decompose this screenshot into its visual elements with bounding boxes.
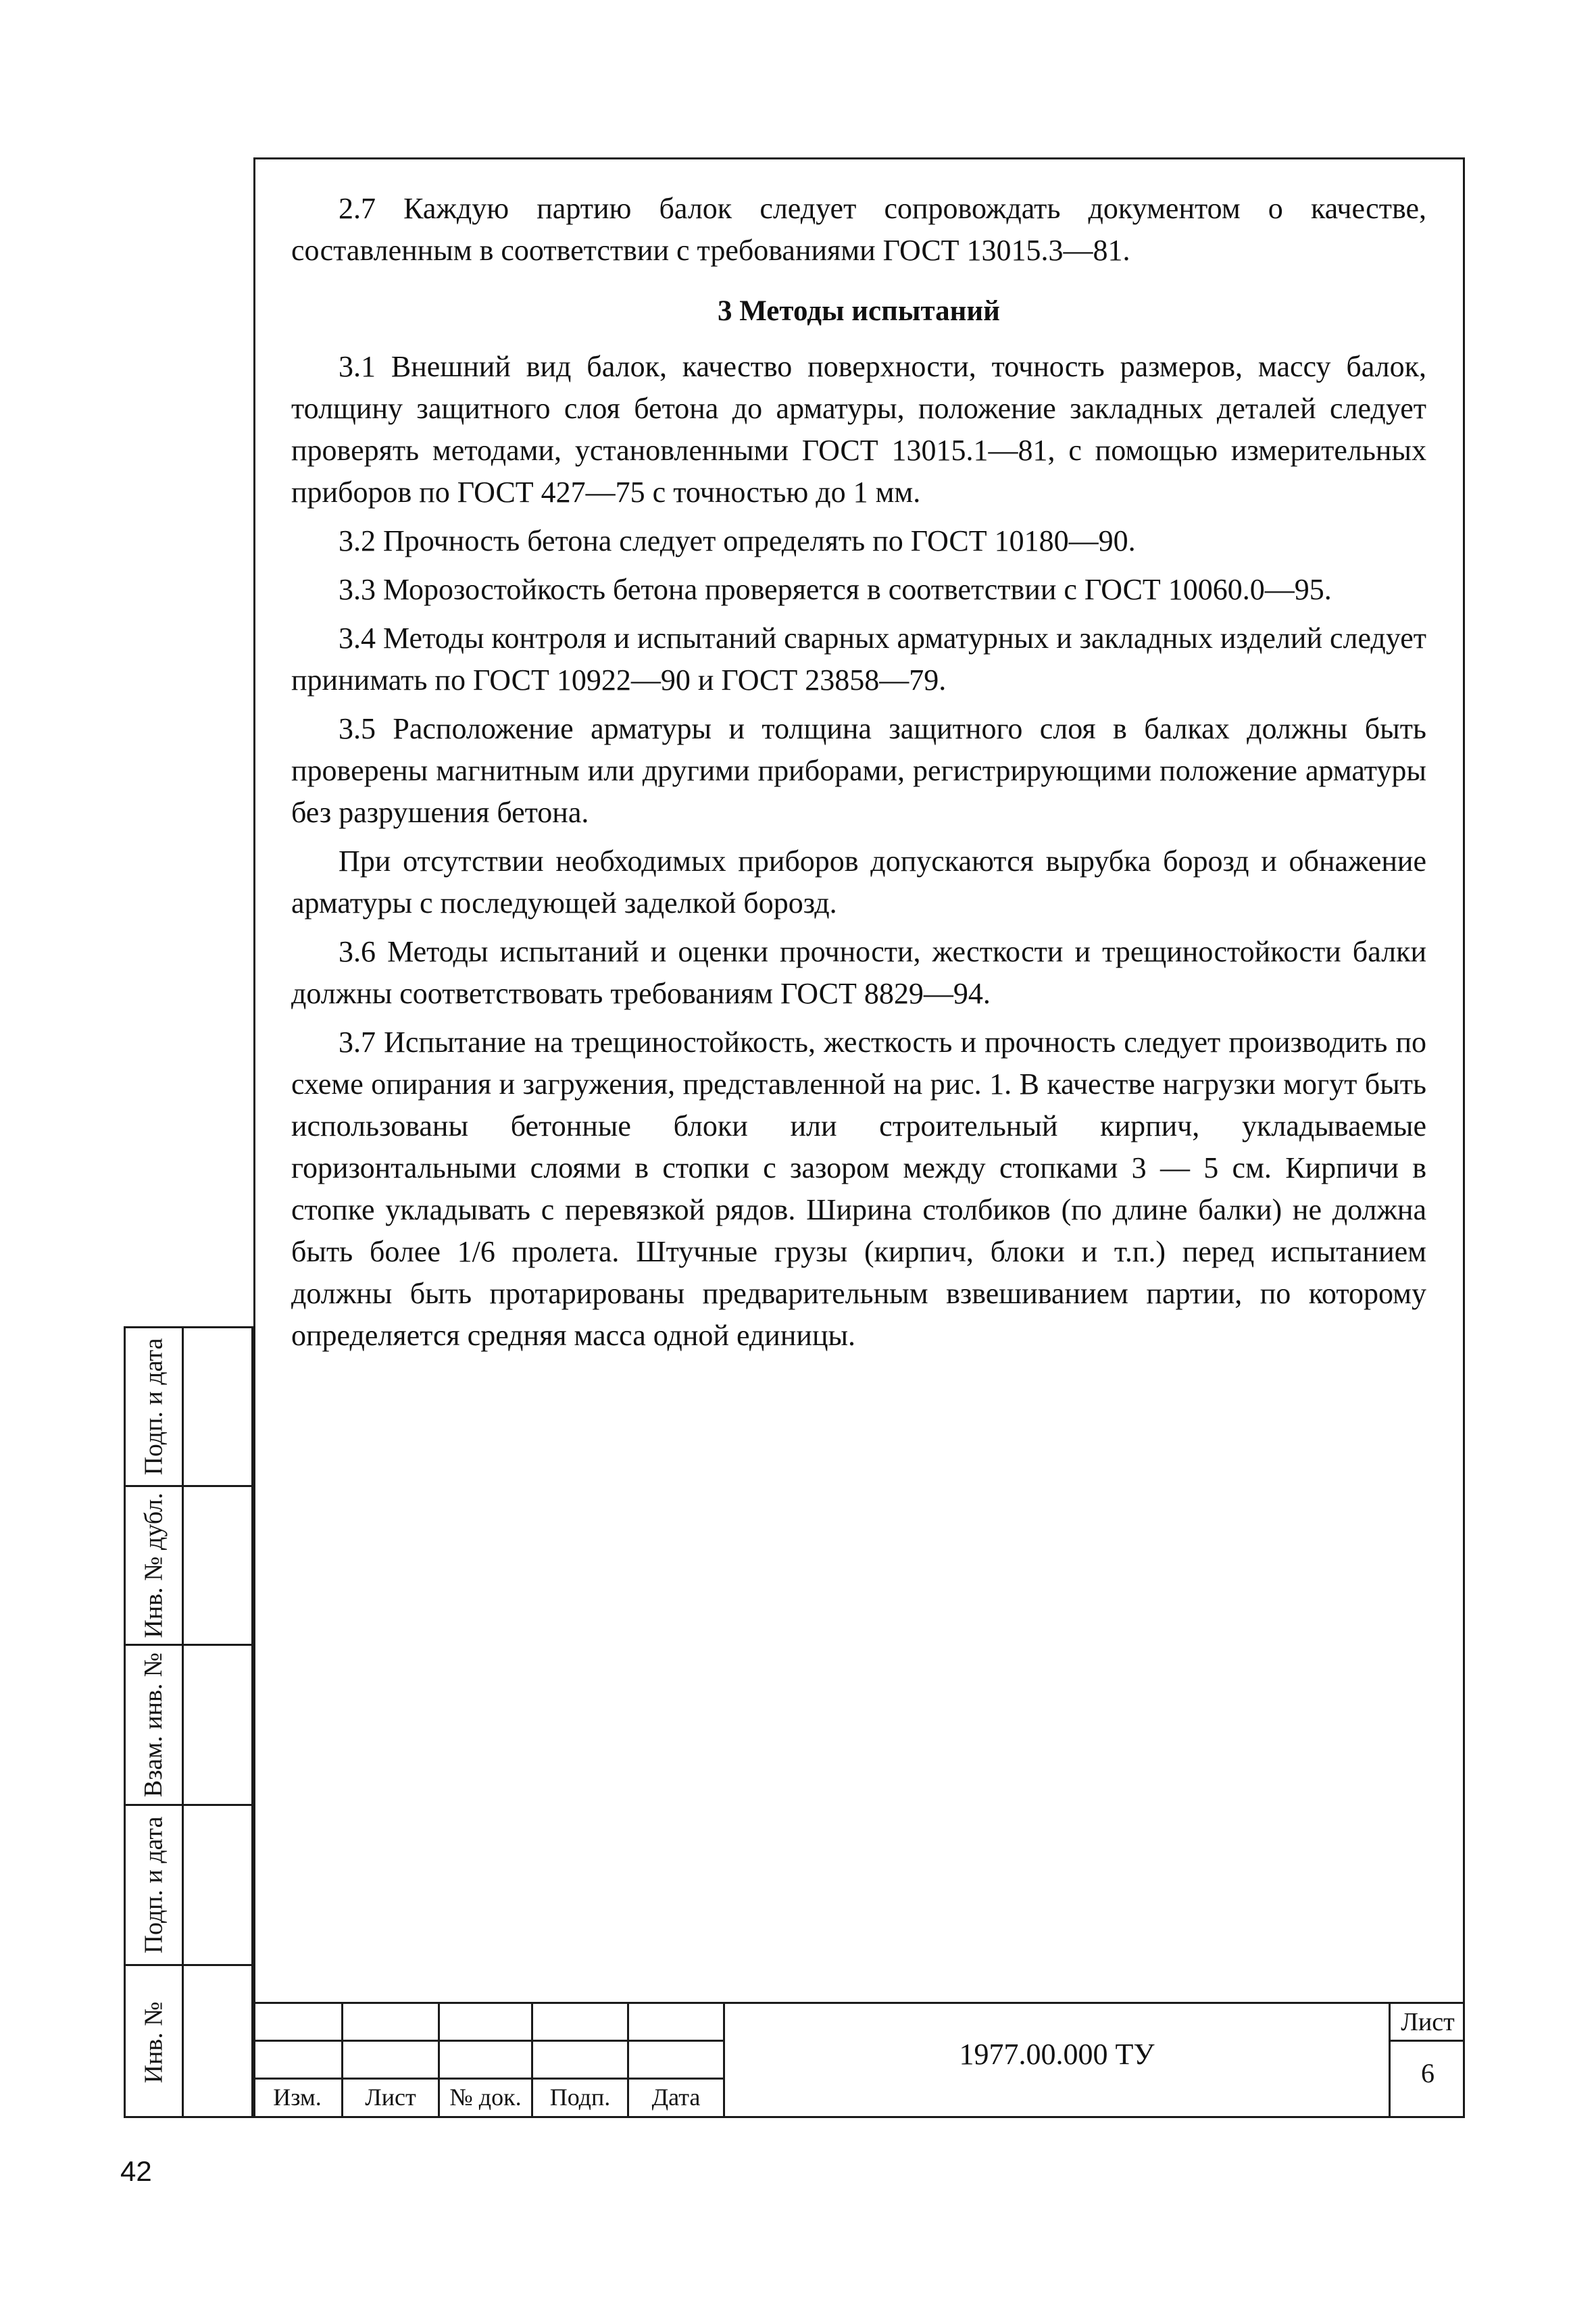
side-cell-inv-dubl [126,1487,253,1646]
side-cell-podp-data-top [126,1328,253,1487]
sheet-number: 6 [1421,2058,1435,2088]
column-list: Лист [365,2084,416,2111]
section-heading: 3 Методы испытаний [718,295,1000,327]
column-data: Дата [651,2084,701,2111]
side-cell-inv-no [126,1966,253,2118]
paragraph-3-3: 3.3 Морозостойкость бетона проверяется в соответствии с ГОСТ 10060.0—95. [339,573,1332,606]
side-label-podp-data-top: Подп. и дата [139,1338,168,1476]
side-cell-podp-data [126,1806,253,1966]
paragraph-3-7: 3.7 Испытание на трещиностойкость, жесткость и прочность следует производить по схеме опирания и загружения, представленной на рис. 1. В качестве нагрузки могут быть использованы бетонные блоки или строительный кирпич, укладываемые горизонтальными слоями в стопки с зазором между стопками 3 — 5 см. Кирпичи в стопке укладывать с перевязкой рядов. Ширина столбиков (по длине балки) не должна быть более 1/6 пролета. Штучные грузы (кирпич, блоки и т.п.) перед испытанием должны быть протарированы предварительным взвешиванием партии, по которому определяется средняя масса одной единицы. [291,1026,1426,1352]
column-podp: Подп. [549,2084,611,2111]
side-stamp [124,1326,253,2118]
sheet-label: Лист [1401,2008,1455,2036]
document-body [291,188,1426,1363]
paragraph-3-1: 3.1 Внешний вид балок, качество поверхности, точность размеров, массу балок, толщину защитного слоя бетона до арматуры, положение закладных деталей следует проверять методами, установленными ГОСТ 13015.1—81, с помощью измерительных приборов по ГОСТ 427—75 с точностью до 1 мм. [291,350,1426,509]
paragraph-3-5-note: При отсутствии необходимых приборов допускаются вырубка борозд и обнажение арматуры с последующей заделкой борозд. [291,845,1426,920]
side-cell-vzam-inv [126,1646,253,1806]
side-label-podp-data: Подп. и дата [139,1816,168,1954]
document-code: 1977.00.000 ТУ [959,2038,1155,2071]
paragraph-2-7: 2.7 Каждую партию балок следует сопровождать документом о качестве, составленным в соответствии с требованиями ГОСТ 13015.3—81. [291,192,1426,267]
paragraph-3-4: 3.4 Методы контроля и испытаний сварных арматурных и закладных изделий следует принимать по ГОСТ 10922—90 и ГОСТ 23858—79. [291,622,1426,697]
paragraph-3-6: 3.6 Методы испытаний и оценки прочности, жесткости и трещиностойкости балки должны соответствовать требованиям ГОСТ 8829—94. [291,935,1426,1010]
paragraph-3-5: 3.5 Расположение арматуры и толщина защитного слоя в балках должны быть проверены магнитным или другими приборами, регистрирующими положение арматуры без разрушения бетона. [291,712,1426,829]
side-label-vzam-inv: Взам. инв. № [139,1652,168,1798]
column-doc-no: № док. [449,2084,522,2111]
side-label-inv-no: Инв. № [139,2001,168,2083]
column-izm: Изм. [273,2084,322,2111]
paragraph-3-2: 3.2 Прочность бетона следует определять по ГОСТ 10180—90. [339,524,1136,557]
page-number: 42 [120,2155,152,2187]
title-block [253,2002,1465,2118]
side-label-inv-dubl: Инв. № дубл. [139,1492,168,1638]
